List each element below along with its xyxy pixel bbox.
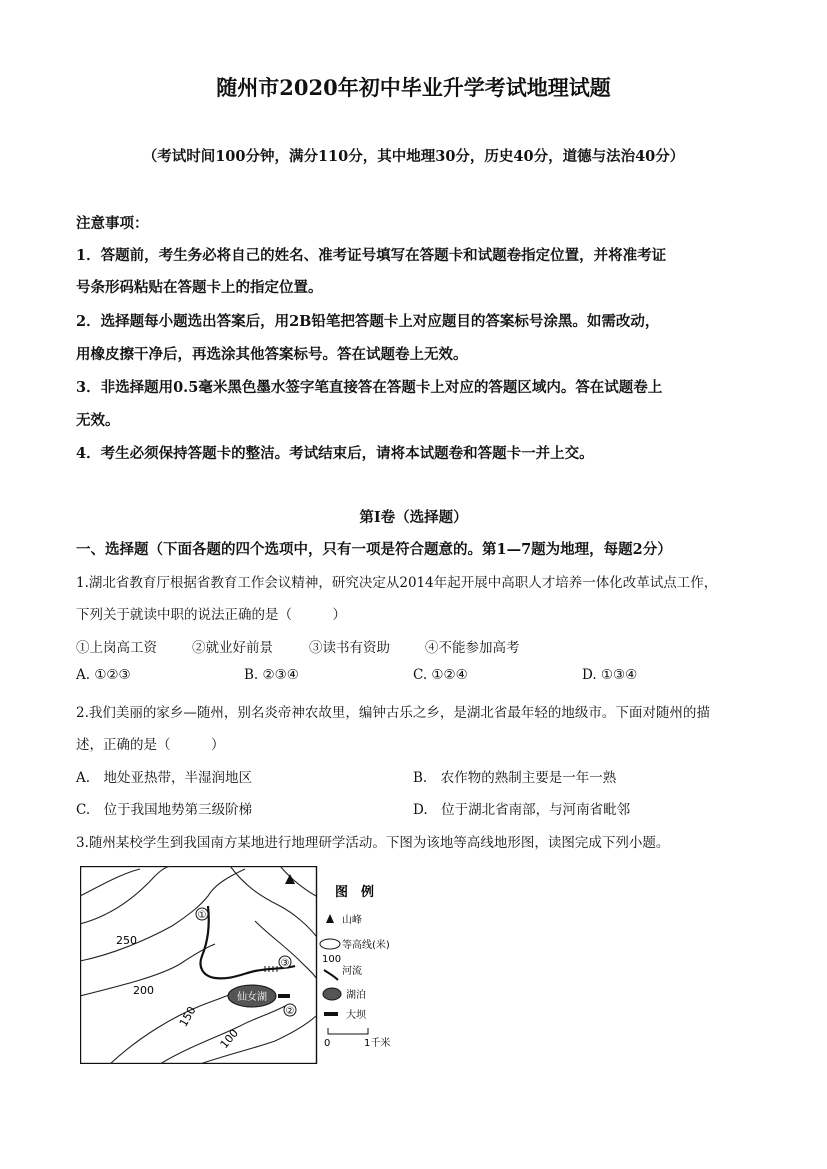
q1-option-b: B. ②③④ <box>244 667 299 683</box>
q1-stem: 1.湖北省教育厅根据省教育工作会议精神，研究决定从2014年起开展中高职人才培养一体化改革试点工作， <box>76 575 718 591</box>
legend-item: 湖泊 <box>346 990 366 1001</box>
legend-contour-value: 100 <box>322 954 342 965</box>
point-2: ② <box>285 1006 295 1017</box>
scale-bar <box>328 1028 368 1034</box>
legend-title: 图 例 <box>335 885 375 900</box>
point-1: ① <box>197 910 207 921</box>
section-title: 第I卷（选择题） <box>359 509 468 526</box>
contour-label-250: 250 <box>116 934 137 947</box>
notice-line: 3．非选择题用0.5毫米黑色墨水签字笔直接答在答题卡上对应的答题区域内。答在试题卷上 <box>76 379 663 396</box>
notice-heading: 注意事项： <box>76 215 149 232</box>
q1-option-a: A. ①②③ <box>76 667 131 683</box>
legend-item: 大坝 <box>346 1010 366 1021</box>
q1-item: ①上岗高工资 <box>76 640 157 656</box>
q1-item: ②就业好前景 <box>192 640 273 656</box>
legend-item: 等高线(米) <box>342 940 390 951</box>
notice-line: 号条形码粘贴在答题卡上的指定位置。 <box>76 279 323 296</box>
contour-label-150: 150 <box>176 1004 199 1029</box>
q3-stem: 3.随州某校学生到我国南方某地进行地理研学活动。下图为该地等高线地形图，读图完成下列小题。 <box>76 835 670 851</box>
notice-line: 2．选择题每小题选出答案后，用2B铅笔把答题卡上对应题目的答案标号涂黑。如需改动， <box>76 313 660 330</box>
part-heading: 一、选择题（下面各题的四个选项中，只有一项是符合题意的。第1—7题为地理，每题2分） <box>76 541 672 558</box>
contour-label-100: 100 <box>217 1026 242 1052</box>
legend-river-icon <box>324 970 338 980</box>
q1-item: ③读书有资助 <box>309 640 390 656</box>
q2-option-c: C. 位于我国地势第三级阶梯 <box>76 802 253 818</box>
scale-unit: 1千米 <box>364 1038 391 1049</box>
q1-item: ④不能参加高考 <box>425 640 520 656</box>
notice-line: 用橡皮擦干净后，再选涂其他答案标号。答在试题卷上无效。 <box>76 346 468 363</box>
q2-option-d: D. 位于湖北省南部，与河南省毗邻 <box>413 802 631 818</box>
legend-item: 河流 <box>342 966 362 977</box>
q1-stem: 下列关于就读中职的说法正确的是（ ） <box>76 607 346 623</box>
point-3: ③ <box>280 958 290 969</box>
legend-dam-icon <box>324 1012 338 1016</box>
dam <box>278 994 290 998</box>
legend-peak-icon <box>326 914 334 923</box>
exam-info: （考试时间100分钟，满分110分，其中地理30分，历史40分，道德与法治40分） <box>142 148 685 165</box>
q2-option-b: B. 农作物的熟制主要是一年一熟 <box>413 770 617 786</box>
contour-label-200: 200 <box>133 984 154 997</box>
q2-option-a: A. 地处亚热带，半湿润地区 <box>76 770 253 786</box>
page-title: 随州市2020年初中毕业升学考试地理试题 <box>216 75 611 100</box>
contour-map <box>80 866 410 1064</box>
q1-option-d: D. ①③④ <box>582 667 638 683</box>
q2-stem: 述，正确的是（ ） <box>76 737 225 753</box>
lake-label: 仙女湖 <box>237 992 267 1003</box>
notice-line: 1．答题前，考生务必将自己的姓名、准考证号填写在答题卡和试题卷指定位置，并将准考证 <box>76 247 667 264</box>
map-legend <box>320 884 390 1049</box>
scale-zero: 0 <box>324 1038 331 1049</box>
legend-contour-icon <box>320 939 340 949</box>
legend-item: 山峰 <box>342 915 362 926</box>
notice-line: 无效。 <box>76 412 120 429</box>
notice-line: 4．考生必须保持答题卡的整洁。考试结束后，请将本试题卷和答题卡一并上交。 <box>76 445 594 462</box>
q1-option-c: C. ①②④ <box>413 667 468 683</box>
legend-lake-icon <box>323 988 341 1000</box>
q2-stem: 2.我们美丽的家乡—随州，别名炎帝神农故里，编钟古乐之乡，是湖北省最年轻的地级市。下面对随州的描 <box>76 705 710 721</box>
